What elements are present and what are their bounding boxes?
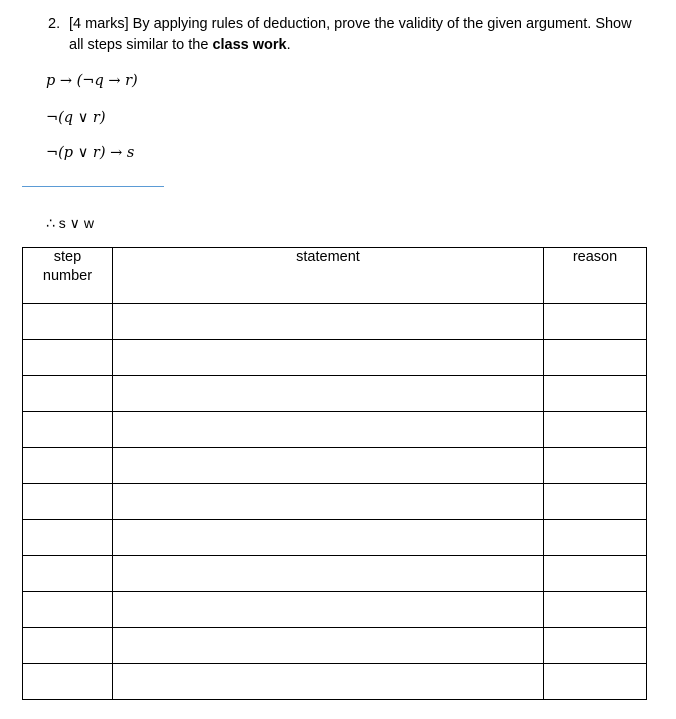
header-step-line1: step (53, 249, 82, 265)
statement-cell[interactable] (113, 592, 544, 628)
proof-table-header-row (23, 248, 647, 304)
question-marks: [4 marks] (69, 16, 129, 32)
question-number: 2. (48, 16, 61, 32)
table-row (23, 448, 647, 484)
table-row (23, 412, 647, 448)
step-cell[interactable] (23, 556, 113, 592)
question-end: . (286, 37, 291, 53)
reason-cell[interactable] (544, 484, 647, 520)
question-instruction: By applying rules of deduction, prove the validity of the given argument. Show (128, 16, 632, 32)
question-instruction-cont: all steps similar to the (69, 37, 213, 53)
reason-cell[interactable] (544, 376, 647, 412)
step-cell[interactable] (23, 520, 113, 556)
table-row (23, 376, 647, 412)
step-cell[interactable] (23, 376, 113, 412)
step-cell[interactable] (23, 448, 113, 484)
question-text (48, 14, 658, 56)
question-emphasis: class work (212, 37, 287, 53)
table-row (23, 592, 647, 628)
reason-cell[interactable] (544, 628, 647, 664)
header-step-line2: number (42, 268, 93, 284)
statement-cell[interactable] (113, 664, 544, 700)
reason-cell[interactable] (544, 592, 647, 628)
table-row (23, 340, 647, 376)
statement-cell[interactable] (113, 484, 544, 520)
header-step-number (23, 248, 113, 304)
question-line-1 (48, 14, 658, 35)
step-cell[interactable] (23, 592, 113, 628)
question-line-2 (48, 35, 658, 56)
step-cell[interactable] (23, 664, 113, 700)
reason-cell[interactable] (544, 340, 647, 376)
reason-cell[interactable] (544, 520, 647, 556)
statement-cell[interactable] (113, 412, 544, 448)
premise-2: ¬(q ∨ r) (46, 110, 106, 126)
statement-cell[interactable] (113, 628, 544, 664)
proof-table-body (23, 304, 647, 700)
conclusion: ∴ s ∨ w (46, 215, 94, 231)
header-reason: reason (544, 248, 647, 304)
proof-table (22, 247, 647, 700)
step-cell[interactable] (23, 340, 113, 376)
reason-cell[interactable] (544, 556, 647, 592)
reason-cell[interactable] (544, 448, 647, 484)
step-cell[interactable] (23, 484, 113, 520)
step-cell[interactable] (23, 412, 113, 448)
premise-1: p → (¬q → r) (46, 73, 138, 89)
statement-cell[interactable] (113, 520, 544, 556)
statement-cell[interactable] (113, 376, 544, 412)
statement-cell[interactable] (113, 304, 544, 340)
table-row (23, 304, 647, 340)
reason-cell[interactable] (544, 304, 647, 340)
premise-3: ¬(p ∨ r) → s (46, 145, 135, 161)
reason-cell[interactable] (544, 664, 647, 700)
header-statement: statement (113, 248, 544, 304)
table-row (23, 664, 647, 700)
statement-cell[interactable] (113, 556, 544, 592)
table-row (23, 628, 647, 664)
statement-cell[interactable] (113, 340, 544, 376)
table-row (23, 520, 647, 556)
step-cell[interactable] (23, 304, 113, 340)
step-cell[interactable] (23, 628, 113, 664)
table-row (23, 484, 647, 520)
statement-cell[interactable] (113, 448, 544, 484)
table-row (23, 556, 647, 592)
argument-divider-line (22, 186, 164, 187)
reason-cell[interactable] (544, 412, 647, 448)
